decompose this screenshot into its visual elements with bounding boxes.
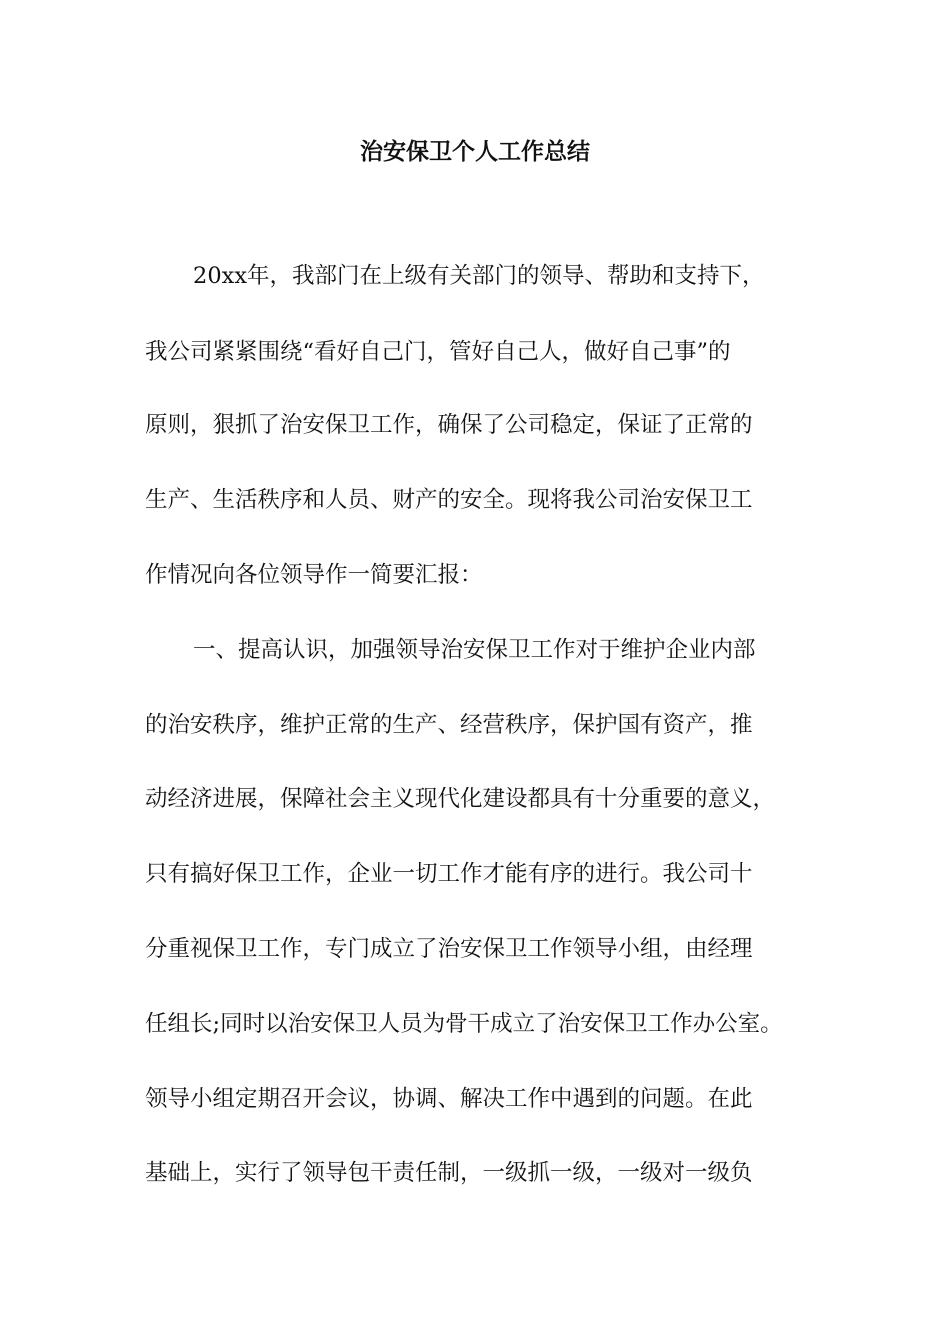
paragraph-line: 任组长;同时以治安保卫人员为骨干成立了治安保卫工作办公室。 — [145, 1011, 783, 1037]
paragraph-line: 动经济进展，保障社会主义现代化建设都具有十分重要的意义， — [145, 786, 776, 812]
paragraph-line: 基础上，实行了领导包干责任制，一级抓一级，一级对一级负 — [145, 1160, 753, 1186]
paragraph-line: 分重视保卫工作，专门成立了治安保卫工作领导小组，由经理 — [145, 936, 753, 962]
paragraph-line: 生产、生活秩序和人员、财产的安全。现将我公司治安保卫工 — [145, 487, 753, 513]
paragraph-line: 20xx年，我部门在上级有关部门的领导、帮助和支持下， — [193, 263, 765, 289]
paragraph-line: 领导小组定期召开会议，协调、解决工作中遇到的问题。在此 — [145, 1086, 753, 1112]
paragraph-line: 原则，狠抓了治安保卫工作，确保了公司稳定，保证了正常的 — [145, 412, 753, 438]
paragraph-line: 我公司紧紧围绕“看好自己门，管好自己人，做好自己事”的 — [145, 339, 731, 365]
paragraph-line: 的治安秩序，维护正常的生产、经营秩序，保护国有资产，推 — [145, 712, 753, 738]
paragraph-line: 只有搞好保卫工作，企业一切工作才能有序的进行。我公司十 — [145, 861, 753, 887]
paragraph-line: 作情况向各位领导作一简要汇报： — [145, 562, 483, 588]
paragraph-line: 一、提高认识，加强领导治安保卫工作对于维护企业内部 — [193, 637, 756, 663]
document-title: 治安保卫个人工作总结 — [360, 138, 590, 165]
